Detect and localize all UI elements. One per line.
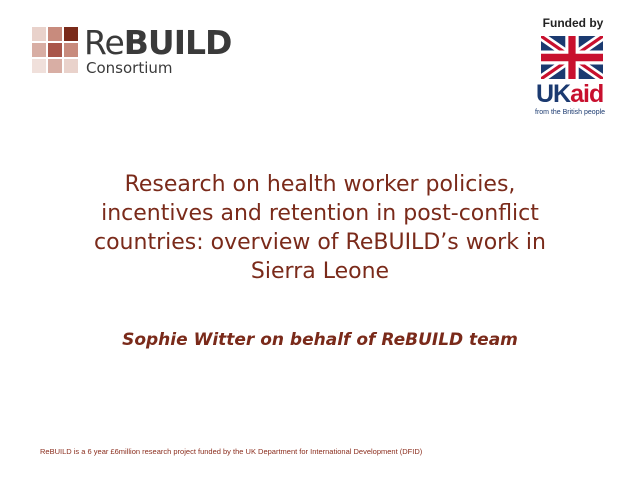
logo-square bbox=[48, 43, 62, 57]
logo-square bbox=[48, 59, 62, 73]
ukaid-aid: aid bbox=[570, 80, 604, 108]
slide-title bbox=[60, 170, 580, 286]
title-line: countries: overview of ReBUILD’s work in bbox=[94, 230, 546, 255]
funded-by-label: Funded by bbox=[542, 16, 604, 30]
ukaid-wordmark bbox=[536, 79, 603, 109]
ukaid-uk: UK bbox=[536, 80, 571, 108]
logo-wordmark bbox=[84, 25, 231, 61]
logo-square bbox=[32, 59, 46, 73]
logo-square bbox=[32, 27, 46, 41]
logo-square bbox=[64, 59, 78, 73]
logo-squares-icon bbox=[32, 27, 80, 75]
logo-subline: Consortium bbox=[86, 59, 173, 77]
logo-square bbox=[64, 27, 78, 41]
logo-name-build: BUILD bbox=[123, 23, 232, 62]
slide-subtitle: Sophie Witter on behalf of ReBUILD team bbox=[122, 330, 518, 350]
title-line: Research on health worker policies, bbox=[124, 172, 516, 197]
ukaid-tagline: from the British people bbox=[535, 109, 606, 116]
rebuild-logo bbox=[32, 23, 232, 79]
title-line: Sierra Leone bbox=[250, 259, 390, 284]
union-jack-flag-icon bbox=[541, 36, 603, 79]
slide-footer: ReBUILD is a 6 year £6million research project funded by the UK Department for International Development (DFID) bbox=[40, 447, 423, 456]
logo-square bbox=[64, 43, 78, 57]
logo-name-re: Re bbox=[84, 23, 124, 62]
logo-square bbox=[48, 27, 62, 41]
logo-square bbox=[32, 43, 46, 57]
ukaid-funder-block bbox=[532, 12, 614, 122]
title-line: incentives and retention in post-conflict bbox=[101, 201, 539, 226]
